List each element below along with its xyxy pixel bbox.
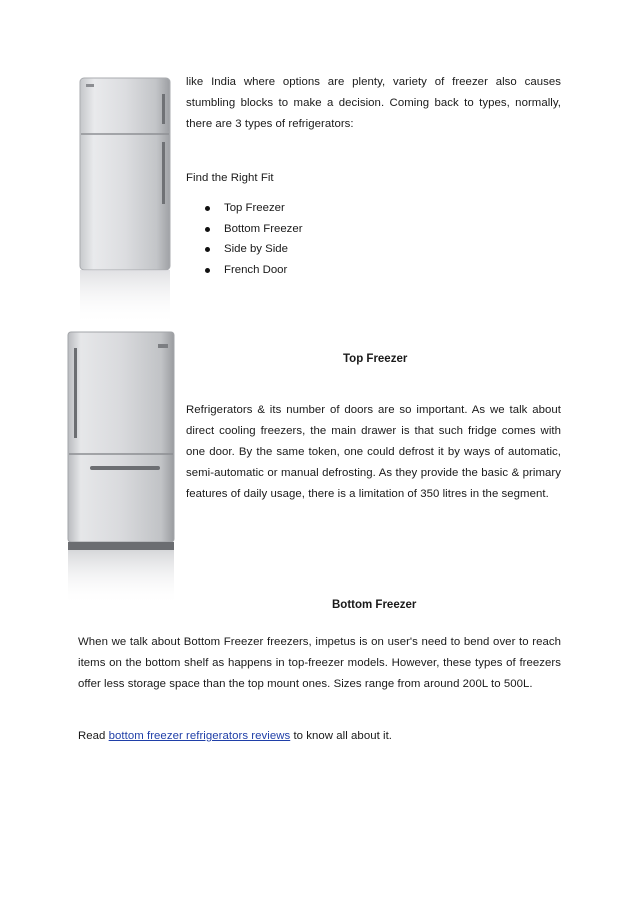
bottom-freezer-paragraph: When we talk about Bottom Freezer freezers, impetus is on user's need to bend over to reach items on the bottom shelf as happens in top-freezer models. However, these types of freezers offer less storage space than the top mount ones. Sizes range from around 200L to 500L. (78, 636, 561, 690)
list-item: Side by Side (203, 239, 303, 260)
intro-paragraph: like India where options are plenty, variety of freezer also causes stumbling blocks to make a decision. Coming back to types, normally, there are 3 types of refrigerators: (186, 76, 561, 130)
list-item: Bottom Freezer (203, 219, 303, 240)
top-freezer-fridge-image (68, 72, 178, 332)
bottom-freezer-heading: Bottom Freezer (332, 599, 417, 611)
read-more-suffix: to know all about it. (290, 730, 393, 742)
read-more-line (78, 726, 561, 747)
top-freezer-paragraph: Refrigerators & its number of doors are so important. As we talk about direct cooling freezers, the main drawer is that such fridge comes with one door. By the same token, one could defrost it by ways of automatic, semi-automatic or manual defrosting. As they provide the basic & primary features of daily usage, there is a limitation of 350 litres in the segment. (186, 404, 561, 500)
find-fit-title: Find the Right Fit (186, 172, 274, 184)
bottom-freezer-fridge-image (60, 322, 180, 607)
list-item: French Door (203, 260, 303, 281)
top-freezer-heading: Top Freezer (343, 353, 408, 365)
top-freezer-fridge-illustration (68, 72, 178, 332)
list-item: Top Freezer (203, 198, 303, 219)
fridge-type-list (203, 198, 303, 280)
bottom-freezer-fridge-illustration (60, 322, 180, 607)
bottom-freezer-reviews-link[interactable]: bottom freezer refrigerators reviews (108, 730, 291, 742)
read-more-prefix: Read (78, 730, 109, 742)
